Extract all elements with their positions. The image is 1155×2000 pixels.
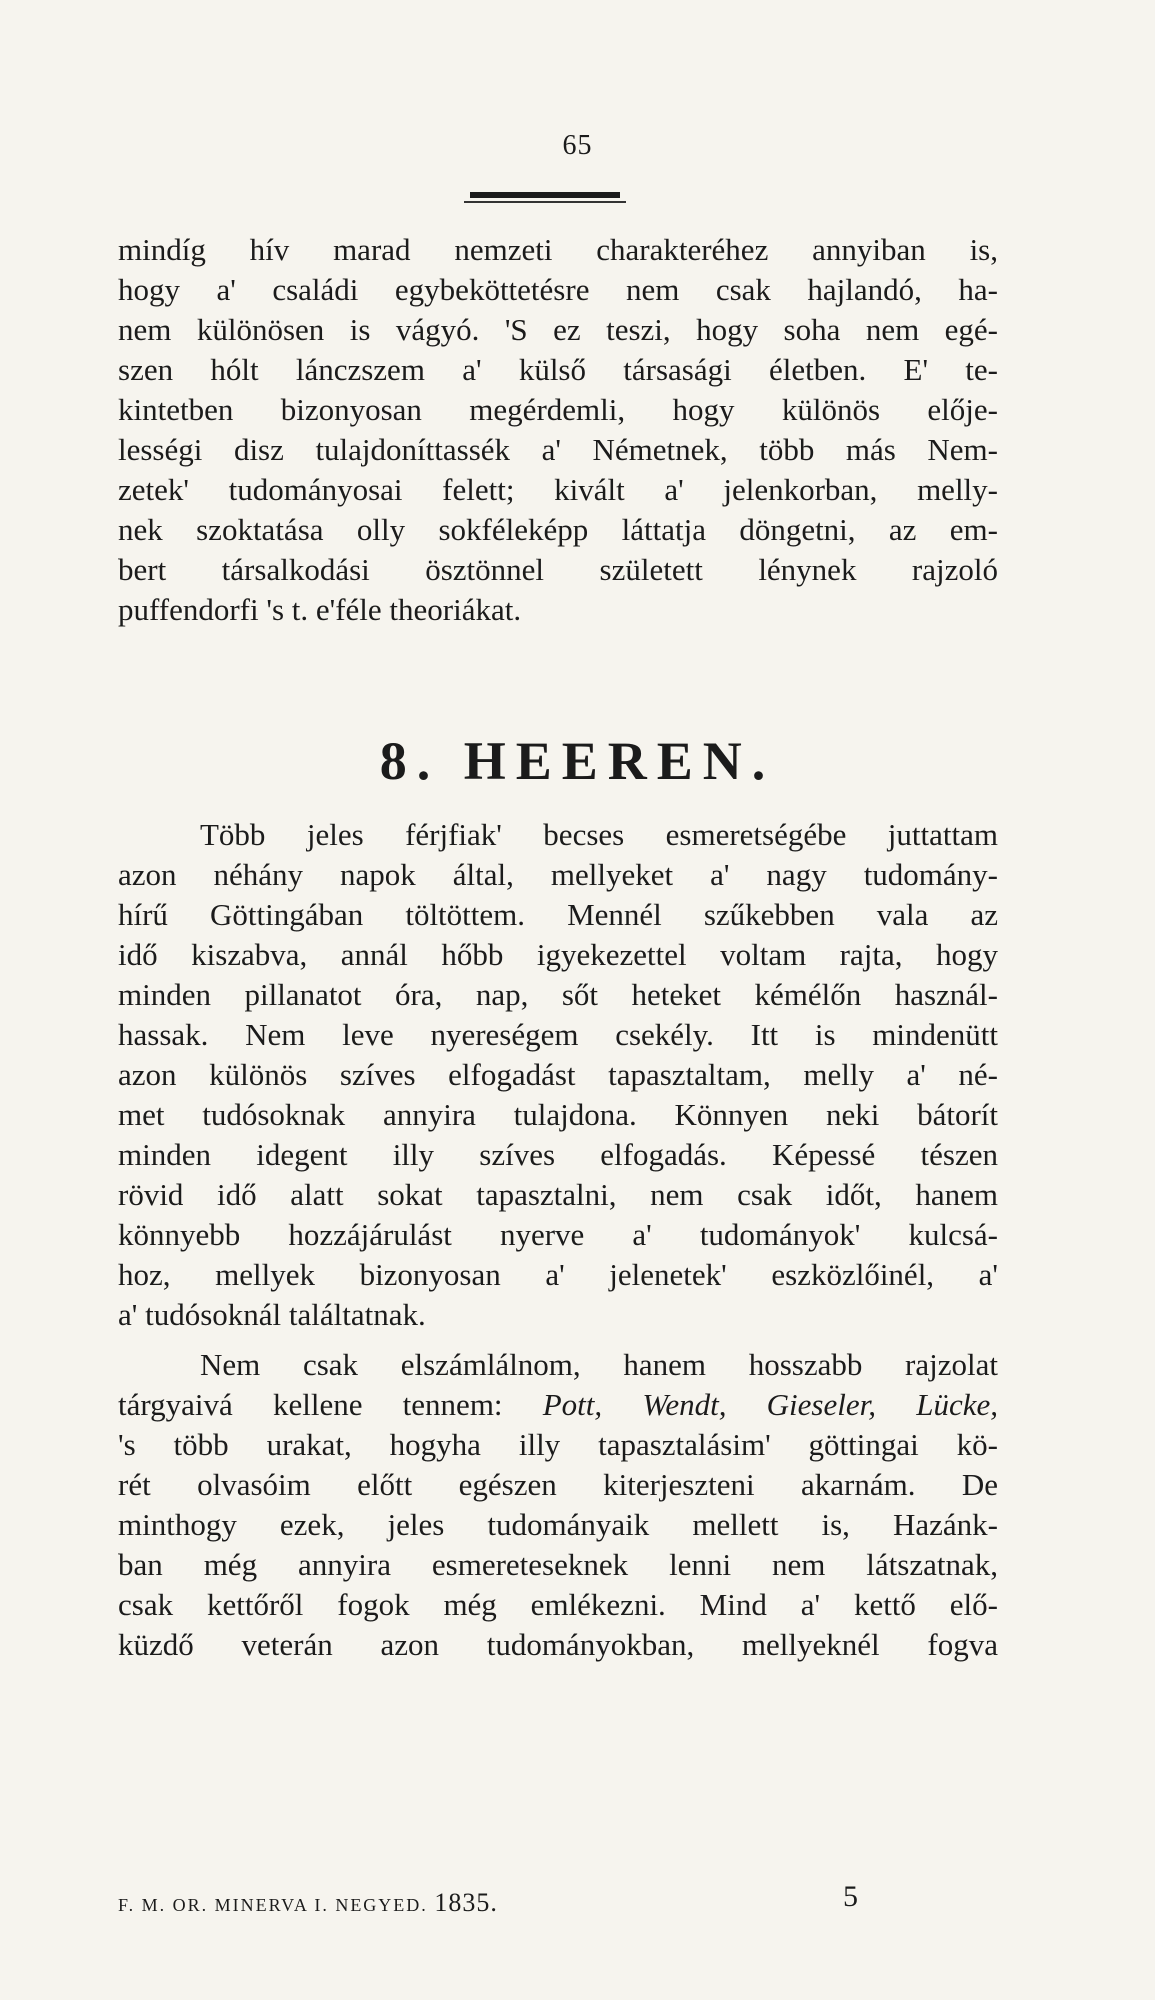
page-number: 65 [562, 130, 593, 161]
text-line: met tudósoknak annyira tulajdona. Könnyen neki bátorít [118, 1097, 998, 1132]
text-line: küzdő veterán azon tudományokban, mellyeknél fogva [118, 1627, 998, 1662]
text-line: idő kiszabva, annál hőbb igyekezettel voltam rajta, hogy [118, 937, 998, 972]
footer-year: 1835. [434, 1888, 498, 1917]
text-line: bert társalkodási ösztönnel született lénynek rajzoló [118, 552, 998, 587]
text-line: minden pillanatot óra, nap, sőt heteket kémélőn használ- [118, 977, 998, 1012]
footer-text: F. M. OR. MINERVA I. NEGYED. [118, 1895, 428, 1915]
text-line: a' tudósoknál találtatnak. [118, 1297, 426, 1332]
text-line: lességi disz tulajdoníttassék a' Németnek, több más Nem- [118, 432, 998, 467]
section-heading: 8. HEEREN. [379, 731, 776, 791]
text-line: rövid idő alatt sokat tapasztalni, nem csak időt, hanem [118, 1177, 998, 1212]
text-line: nem különösen is vágyó. 'S ez teszi, hogy soha nem egé- [118, 312, 998, 347]
text-line: csak kettőről fogok még emlékezni. Mind a' kettő elő- [118, 1587, 998, 1622]
header-rule [470, 192, 620, 198]
text-line: minthogy ezek, jeles tudományaik mellett is, Hazánk- [118, 1507, 998, 1542]
text-line: minden idegent illy szíves elfogadás. Képessé tészen [118, 1137, 998, 1172]
text-line: Több jeles férjfiak' becses esmeretségébe juttattam [200, 817, 998, 852]
text-line [118, 1385, 998, 1425]
text-line: azon különös szíves elfogadást tapasztaltam, melly a' né- [118, 1057, 998, 1092]
text-line: puffendorfi 's t. e'féle theoriákat. [118, 592, 522, 627]
signature-mark: 5 [843, 1880, 858, 1913]
text-line: hírű Göttingában töltöttem. Mennél szűkebben vala az [118, 897, 998, 932]
text-line: hassak. Nem leve nyereségem csekély. Itt is mindenütt [118, 1017, 998, 1052]
text-line: hogy a' családi egybeköttetésre nem csak hajlandó, ha- [118, 272, 998, 307]
names-italic: Pott, Wendt, Gieseler, Lücke, [542, 1387, 998, 1422]
text-line: nek szoktatása olly sokféleképp láttatja döngetni, az em- [118, 512, 998, 547]
text-line: azon néhány napok által, mellyeket a' nagy tudomány- [118, 857, 998, 892]
text-line: hoz, mellyek bizonyosan a' jelenetek' eszközlőinél, a' [118, 1257, 998, 1292]
text-line: Nem csak elszámlálnom, hanem hosszabb rajzolat [200, 1347, 998, 1382]
text-line: ban még annyira esmereteseknek lenni nem látszatnak, [118, 1547, 998, 1582]
page-footer [118, 1880, 998, 1918]
text-line: mindíg hív marad nemzeti charakteréhez annyiban is, [118, 232, 998, 267]
text-line: rét olvasóim előtt egészen kiterjeszteni akarnám. De [118, 1467, 998, 1502]
text-line: kintetben bizonyosan megérdemli, hogy különös elője- [118, 392, 998, 427]
text-line: 's több urakat, hogyha illy tapasztalásim' göttingai kö- [118, 1427, 998, 1462]
text-line: könnyebb hozzájárulást nyerve a' tudományok' kulcsá- [118, 1217, 998, 1252]
text-line: szen hólt lánczszem a' külső társasági életben. E' te- [118, 352, 998, 387]
text-line: zetek' tudományosai felett; kivált a' jelenkorban, melly- [118, 472, 998, 507]
text-fragment: tárgyaivá kellene tennem: [118, 1387, 543, 1422]
